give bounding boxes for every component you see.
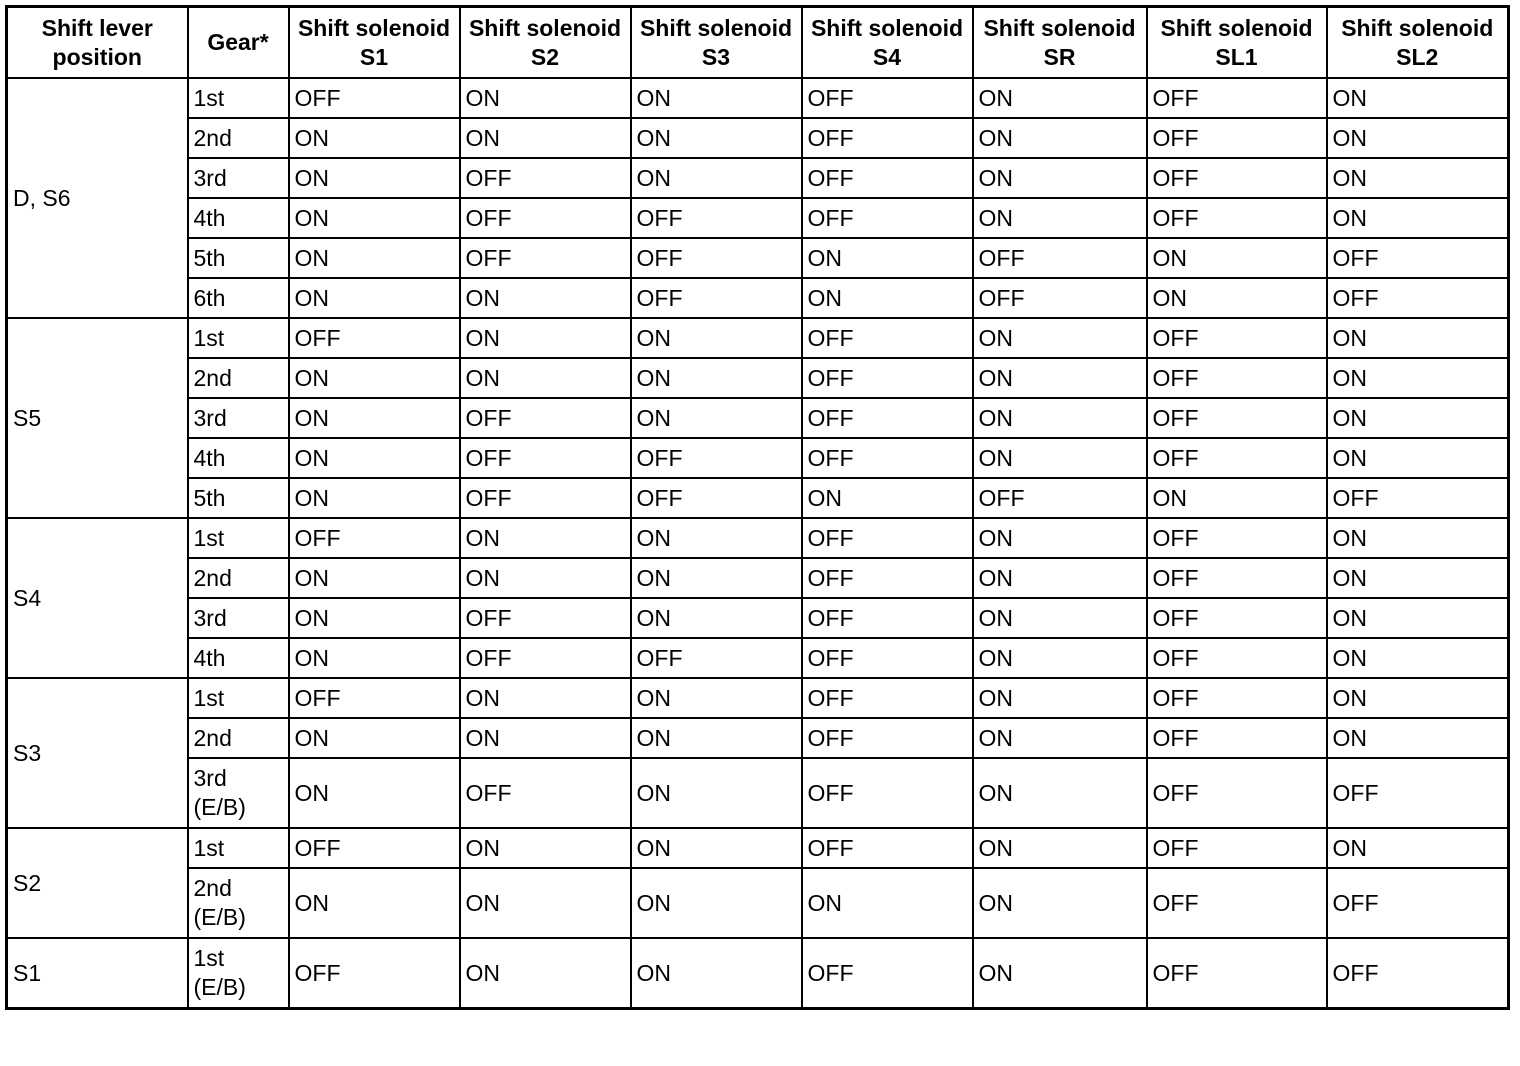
table-row — [7, 598, 1509, 638]
solenoid-state-cell: OFF — [802, 198, 973, 238]
solenoid-state-cell: OFF — [802, 118, 973, 158]
solenoid-state-cell: ON — [1327, 678, 1509, 718]
solenoid-state-cell: ON — [460, 938, 631, 1009]
solenoid-state-cell: ON — [631, 558, 802, 598]
solenoid-state-cell: OFF — [973, 278, 1147, 318]
solenoid-state-cell: OFF — [460, 198, 631, 238]
solenoid-state-cell: OFF — [802, 828, 973, 868]
solenoid-state-cell: OFF — [1147, 718, 1327, 758]
table-row — [7, 758, 1509, 828]
solenoid-state-cell: ON — [802, 278, 973, 318]
solenoid-state-cell: OFF — [973, 478, 1147, 518]
solenoid-state-cell: ON — [1327, 398, 1509, 438]
solenoid-state-cell: ON — [460, 118, 631, 158]
solenoid-state-cell: OFF — [1147, 118, 1327, 158]
solenoid-state-cell: OFF — [802, 518, 973, 558]
gear-cell: 1st — [188, 518, 289, 558]
solenoid-state-cell: OFF — [460, 638, 631, 678]
solenoid-state-cell: ON — [460, 278, 631, 318]
solenoid-state-cell: ON — [1147, 278, 1327, 318]
table-body — [7, 78, 1509, 1009]
solenoid-state-cell: ON — [289, 118, 460, 158]
gear-cell: 4th — [188, 438, 289, 478]
table-row — [7, 398, 1509, 438]
table-row — [7, 438, 1509, 478]
solenoid-state-cell: ON — [631, 158, 802, 198]
solenoid-state-cell: OFF — [1147, 938, 1327, 1009]
solenoid-state-cell: OFF — [631, 638, 802, 678]
solenoid-state-cell: ON — [1327, 638, 1509, 678]
header-solenoid-sr: Shift solenoid SR — [973, 7, 1147, 79]
gear-cell: 1st — [188, 678, 289, 718]
solenoid-state-cell: ON — [631, 828, 802, 868]
solenoid-state-cell: ON — [289, 238, 460, 278]
solenoid-state-cell: OFF — [1327, 478, 1509, 518]
solenoid-state-cell: OFF — [460, 478, 631, 518]
solenoid-state-cell: ON — [973, 558, 1147, 598]
solenoid-state-cell: OFF — [631, 478, 802, 518]
solenoid-state-cell: OFF — [802, 598, 973, 638]
gear-cell: 1st (E/B) — [188, 938, 289, 1009]
solenoid-state-cell: OFF — [1147, 638, 1327, 678]
table-row — [7, 828, 1509, 868]
solenoid-state-cell: ON — [289, 478, 460, 518]
solenoid-state-cell: ON — [460, 358, 631, 398]
solenoid-state-cell: ON — [289, 868, 460, 938]
solenoid-state-cell: ON — [973, 358, 1147, 398]
solenoid-state-cell: ON — [289, 358, 460, 398]
solenoid-state-cell: ON — [289, 278, 460, 318]
gear-cell: 3rd (E/B) — [188, 758, 289, 828]
shift-lever-position-cell: S2 — [7, 828, 188, 938]
solenoid-state-cell: ON — [973, 438, 1147, 478]
table-row — [7, 78, 1509, 118]
solenoid-state-cell: ON — [973, 678, 1147, 718]
solenoid-state-cell: OFF — [289, 938, 460, 1009]
solenoid-state-cell: ON — [289, 158, 460, 198]
solenoid-state-cell: ON — [1327, 358, 1509, 398]
solenoid-state-cell: OFF — [1147, 198, 1327, 238]
solenoid-state-cell: ON — [460, 718, 631, 758]
solenoid-state-cell: OFF — [802, 638, 973, 678]
solenoid-state-cell: OFF — [802, 318, 973, 358]
solenoid-state-cell: OFF — [1147, 758, 1327, 828]
solenoid-state-cell: ON — [289, 718, 460, 758]
table-row — [7, 278, 1509, 318]
solenoid-state-cell: OFF — [631, 198, 802, 238]
solenoid-state-cell: OFF — [1327, 238, 1509, 278]
shift-lever-position-cell: S4 — [7, 518, 188, 678]
solenoid-state-cell: ON — [631, 118, 802, 158]
gear-cell: 4th — [188, 198, 289, 238]
solenoid-state-cell: OFF — [1147, 78, 1327, 118]
solenoid-state-cell: OFF — [289, 318, 460, 358]
solenoid-state-cell: ON — [973, 868, 1147, 938]
header-solenoid-s2: Shift solenoid S2 — [460, 7, 631, 79]
solenoid-state-cell: OFF — [460, 158, 631, 198]
solenoid-state-cell: ON — [460, 868, 631, 938]
solenoid-state-cell: ON — [1327, 118, 1509, 158]
header-solenoid-sl2: Shift solenoid SL2 — [1327, 7, 1509, 79]
solenoid-state-cell: ON — [1327, 438, 1509, 478]
solenoid-state-cell: ON — [631, 318, 802, 358]
solenoid-state-cell: OFF — [460, 758, 631, 828]
solenoid-state-cell: ON — [289, 758, 460, 828]
solenoid-state-cell: ON — [289, 558, 460, 598]
solenoid-state-cell: OFF — [802, 158, 973, 198]
gear-cell: 1st — [188, 78, 289, 118]
solenoid-state-cell: ON — [1327, 318, 1509, 358]
solenoid-state-cell: OFF — [460, 598, 631, 638]
table-row — [7, 238, 1509, 278]
header-gear: Gear* — [188, 7, 289, 79]
solenoid-state-cell: ON — [1147, 238, 1327, 278]
gear-cell: 3rd — [188, 598, 289, 638]
solenoid-state-cell: ON — [631, 358, 802, 398]
header-row — [7, 7, 1509, 79]
solenoid-state-cell: ON — [973, 518, 1147, 558]
solenoid-state-cell: ON — [631, 398, 802, 438]
solenoid-state-cell: OFF — [289, 78, 460, 118]
gear-cell: 3rd — [188, 158, 289, 198]
solenoid-state-cell: ON — [973, 638, 1147, 678]
table-row — [7, 718, 1509, 758]
solenoid-state-cell: OFF — [1147, 828, 1327, 868]
solenoid-state-cell: OFF — [460, 238, 631, 278]
solenoid-state-cell: ON — [631, 598, 802, 638]
solenoid-state-cell: ON — [631, 518, 802, 558]
table-row — [7, 868, 1509, 938]
solenoid-state-cell: ON — [973, 118, 1147, 158]
solenoid-state-cell: OFF — [1147, 868, 1327, 938]
solenoid-state-cell: OFF — [460, 438, 631, 478]
gear-cell: 5th — [188, 238, 289, 278]
solenoid-state-cell: OFF — [802, 398, 973, 438]
gear-cell: 2nd — [188, 118, 289, 158]
table-row — [7, 678, 1509, 718]
solenoid-state-cell: OFF — [1147, 678, 1327, 718]
solenoid-state-cell: OFF — [1147, 558, 1327, 598]
gear-cell: 3rd — [188, 398, 289, 438]
solenoid-state-cell: OFF — [802, 78, 973, 118]
table-row — [7, 358, 1509, 398]
solenoid-state-cell: OFF — [631, 278, 802, 318]
solenoid-state-cell: OFF — [802, 678, 973, 718]
solenoid-state-cell: ON — [1327, 158, 1509, 198]
solenoid-state-cell: ON — [973, 718, 1147, 758]
solenoid-state-cell: OFF — [1327, 868, 1509, 938]
shift-lever-position-cell: S3 — [7, 678, 188, 828]
solenoid-state-cell: OFF — [1147, 518, 1327, 558]
solenoid-state-cell: ON — [802, 868, 973, 938]
solenoid-state-cell: ON — [460, 318, 631, 358]
solenoid-state-cell: ON — [802, 238, 973, 278]
solenoid-state-cell: ON — [973, 758, 1147, 828]
table-row — [7, 478, 1509, 518]
shift-lever-position-cell: D, S6 — [7, 78, 188, 318]
table-row — [7, 518, 1509, 558]
table-row — [7, 118, 1509, 158]
solenoid-state-cell: ON — [631, 868, 802, 938]
table-row — [7, 318, 1509, 358]
solenoid-state-cell: OFF — [973, 238, 1147, 278]
shift-lever-position-cell: S1 — [7, 938, 188, 1009]
solenoid-operation-table — [5, 5, 1510, 1010]
gear-cell: 2nd — [188, 558, 289, 598]
solenoid-state-cell: OFF — [1147, 598, 1327, 638]
solenoid-state-cell: ON — [973, 158, 1147, 198]
solenoid-state-cell: ON — [460, 828, 631, 868]
gear-cell: 2nd — [188, 718, 289, 758]
solenoid-state-cell: ON — [973, 78, 1147, 118]
header-solenoid-sl1: Shift solenoid SL1 — [1147, 7, 1327, 79]
solenoid-state-cell: ON — [973, 828, 1147, 868]
solenoid-state-cell: ON — [1327, 198, 1509, 238]
table-row — [7, 158, 1509, 198]
solenoid-state-cell: OFF — [1327, 278, 1509, 318]
solenoid-state-cell: ON — [460, 518, 631, 558]
header-shift-lever-position: Shift lever position — [7, 7, 188, 79]
solenoid-state-cell: OFF — [1147, 438, 1327, 478]
solenoid-state-cell: ON — [1327, 598, 1509, 638]
solenoid-state-cell: OFF — [289, 518, 460, 558]
solenoid-state-cell: ON — [289, 398, 460, 438]
header-solenoid-s4: Shift solenoid S4 — [802, 7, 973, 79]
solenoid-state-cell: ON — [631, 938, 802, 1009]
solenoid-state-cell: OFF — [289, 678, 460, 718]
solenoid-state-cell: OFF — [802, 718, 973, 758]
solenoid-state-cell: ON — [289, 598, 460, 638]
solenoid-state-cell: ON — [973, 938, 1147, 1009]
table-row — [7, 198, 1509, 238]
solenoid-state-cell: ON — [1327, 558, 1509, 598]
solenoid-state-cell: OFF — [802, 358, 973, 398]
gear-cell: 2nd (E/B) — [188, 868, 289, 938]
solenoid-state-cell: OFF — [1147, 158, 1327, 198]
table-row — [7, 938, 1509, 1009]
solenoid-state-cell: ON — [1327, 518, 1509, 558]
solenoid-state-cell: ON — [289, 198, 460, 238]
gear-cell: 6th — [188, 278, 289, 318]
solenoid-state-cell: OFF — [802, 438, 973, 478]
gear-cell: 1st — [188, 318, 289, 358]
solenoid-state-cell: OFF — [802, 558, 973, 598]
solenoid-state-cell: ON — [1147, 478, 1327, 518]
solenoid-state-cell: ON — [1327, 718, 1509, 758]
solenoid-state-cell: OFF — [289, 828, 460, 868]
solenoid-state-cell: OFF — [802, 758, 973, 828]
solenoid-state-cell: ON — [289, 438, 460, 478]
solenoid-state-cell: ON — [631, 718, 802, 758]
solenoid-state-cell: OFF — [1327, 938, 1509, 1009]
shift-lever-position-cell: S5 — [7, 318, 188, 518]
header-solenoid-s3: Shift solenoid S3 — [631, 7, 802, 79]
solenoid-state-cell: ON — [460, 558, 631, 598]
solenoid-state-cell: OFF — [631, 238, 802, 278]
gear-cell: 2nd — [188, 358, 289, 398]
solenoid-state-cell: ON — [631, 758, 802, 828]
solenoid-state-cell: ON — [631, 78, 802, 118]
solenoid-state-cell: OFF — [460, 398, 631, 438]
solenoid-state-cell: OFF — [1147, 318, 1327, 358]
gear-cell: 4th — [188, 638, 289, 678]
solenoid-state-cell: ON — [631, 678, 802, 718]
solenoid-state-cell: ON — [973, 198, 1147, 238]
solenoid-state-cell: ON — [802, 478, 973, 518]
solenoid-state-cell: ON — [289, 638, 460, 678]
header-solenoid-s1: Shift solenoid S1 — [289, 7, 460, 79]
solenoid-state-cell: ON — [1327, 78, 1509, 118]
solenoid-state-cell: OFF — [1147, 398, 1327, 438]
solenoid-state-cell: ON — [1327, 828, 1509, 868]
solenoid-state-cell: ON — [460, 678, 631, 718]
solenoid-state-cell: ON — [973, 318, 1147, 358]
solenoid-state-cell: ON — [973, 598, 1147, 638]
solenoid-state-cell: OFF — [1327, 758, 1509, 828]
solenoid-state-cell: ON — [460, 78, 631, 118]
solenoid-state-cell: OFF — [631, 438, 802, 478]
solenoid-state-cell: OFF — [802, 938, 973, 1009]
solenoid-state-cell: ON — [973, 398, 1147, 438]
table-row — [7, 558, 1509, 598]
gear-cell: 5th — [188, 478, 289, 518]
gear-cell: 1st — [188, 828, 289, 868]
solenoid-state-cell: OFF — [1147, 358, 1327, 398]
table-row — [7, 638, 1509, 678]
